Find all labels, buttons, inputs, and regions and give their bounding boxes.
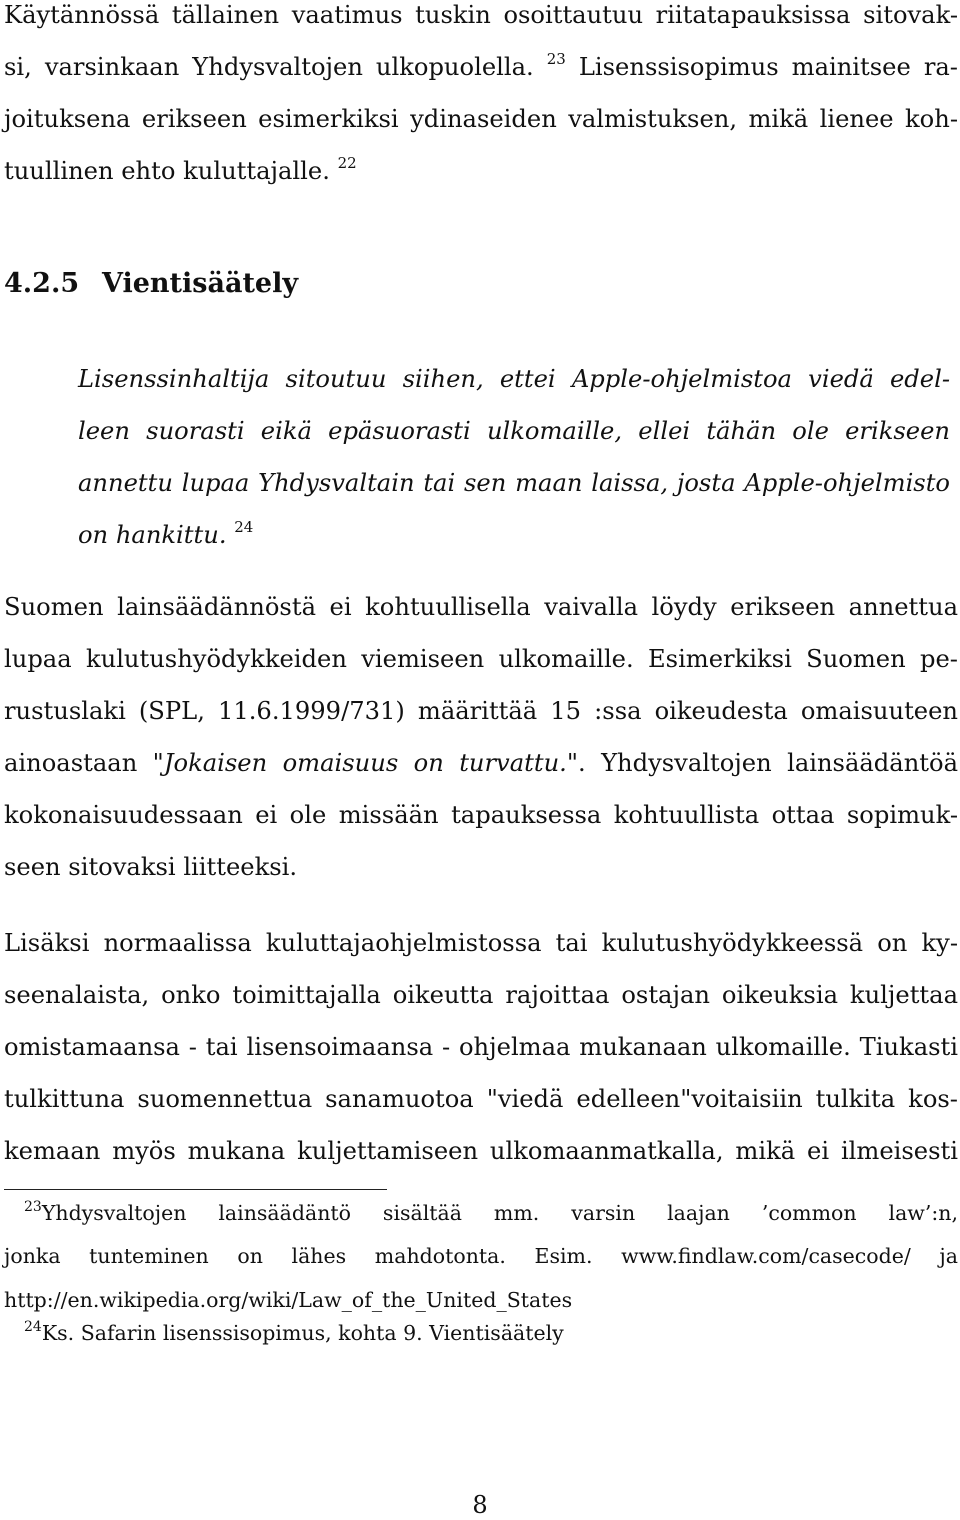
para1-line-6: seen sitovaksi liitteeksi.	[4, 853, 298, 881]
footnote-23-line-3	[4, 1287, 958, 1313]
section-heading	[4, 268, 298, 300]
constitution-quote: Jokaisen omaisuus on turvattu.	[163, 749, 567, 777]
para2-line-3: omistamaansa - tai lisensoimaansa - ohjelmaa mukanaan ulkomaille. Tiukasti	[4, 1033, 958, 1061]
para2-line-1: Lisäksi normaalissa kuluttajaohjelmistossa tai kulutushyödykkeessä on ky-	[4, 929, 958, 957]
intro-line-3: joituksena erikseen esimerkiksi ydinaseiden valmistuksen, mikä lienee koh-	[4, 105, 958, 133]
footnote-24: $^{24}$Ks. Safarin lisenssisopimus, kohta 9. Vientisäätely	[24, 1319, 564, 1345]
intro-line-4: tuullinen ehto kuluttajalle. $^{22}$	[4, 154, 357, 185]
para1-line-1: Suomen lainsäädännöstä ei kohtuullisella vaivalla löydy erikseen annettua	[4, 593, 958, 621]
para1-line-3: rustuslaki (SPL, 11.6.1999/731) määrittää 15 :ssa oikeudesta omaisuuteen	[4, 697, 958, 725]
footnote-24-number: 24	[24, 1319, 42, 1335]
para2-line-2: seenalaista, onko toimittajalla oikeutta rajoittaa ostajan oikeuksia kuljettaa	[4, 981, 958, 1009]
para2-line-4: tulkittuna suomennettua sanamuotoa "viedä edelleen"voitaisiin tulkita kos-	[4, 1085, 958, 1113]
para1-line-4: ainoastaan "Jokaisen omaisuus on turvattu.". Yhdysvaltojen lainsäädäntöä	[4, 749, 958, 777]
para2-line-5: kemaan myös mukana kuljettamiseen ulkomaanmatkalla, mikä ei ilmeisesti	[4, 1137, 958, 1165]
footnote-23-line-2: jonka tunteminen on lähes mahdotonta. Esim. www.findlaw.com/casecode/ ja	[4, 1244, 958, 1268]
footnote-ref-22[interactable]: 22	[337, 154, 357, 172]
intro-line-2: si, varsinkaan Yhdysvaltojen ulkopuolella. $^{23}$ Lisenssisopimus mainitsee ra-	[4, 50, 958, 81]
quote-line-1: Lisenssinhaltija sitoutuu siihen, ettei Apple-ohjelmistoa viedä edel-	[78, 365, 950, 393]
section-number: 4.2.5	[4, 268, 80, 299]
intro-line-1: Käytännössä tällainen vaatimus tuskin osoittautuu riitatapauksissa sitovak-	[4, 1, 958, 29]
quote-line-3: annettu lupaa Yhdysvaltain tai sen maan laissa, josta Apple-ohjelmisto	[78, 469, 950, 497]
footnote-divider	[4, 1189, 387, 1190]
quote-line-4: on hankittu. $^{24}$	[78, 518, 254, 549]
para1-line-5: kokonaisuudessaan ei ole missään tapauksessa kohtuullista ottaa sopimuk-	[4, 801, 958, 829]
footnote-23-number: 23	[24, 1199, 42, 1215]
footnote-23-line-1: $^{23}$Yhdysvaltojen lainsäädäntö sisältää mm. varsin laajan ’common law’:n,	[24, 1199, 958, 1225]
footnote-ref-24[interactable]: 24	[234, 518, 254, 536]
footnote-ref-23[interactable]: 23	[546, 50, 566, 68]
page-number: 8	[472, 1491, 488, 1519]
footnote-23-link[interactable]: http://en.wikipedia.org/wiki/Law_of_the_United_States	[4, 1288, 573, 1312]
section-title: Vientisäätely	[102, 268, 299, 299]
quote-line-2: leen suorasti eikä epäsuorasti ulkomaille, ellei tähän ole erikseen	[78, 417, 950, 445]
para1-line-2: lupaa kulutushyödykkeiden viemiseen ulkomaille. Esimerkiksi Suomen pe-	[4, 645, 958, 673]
